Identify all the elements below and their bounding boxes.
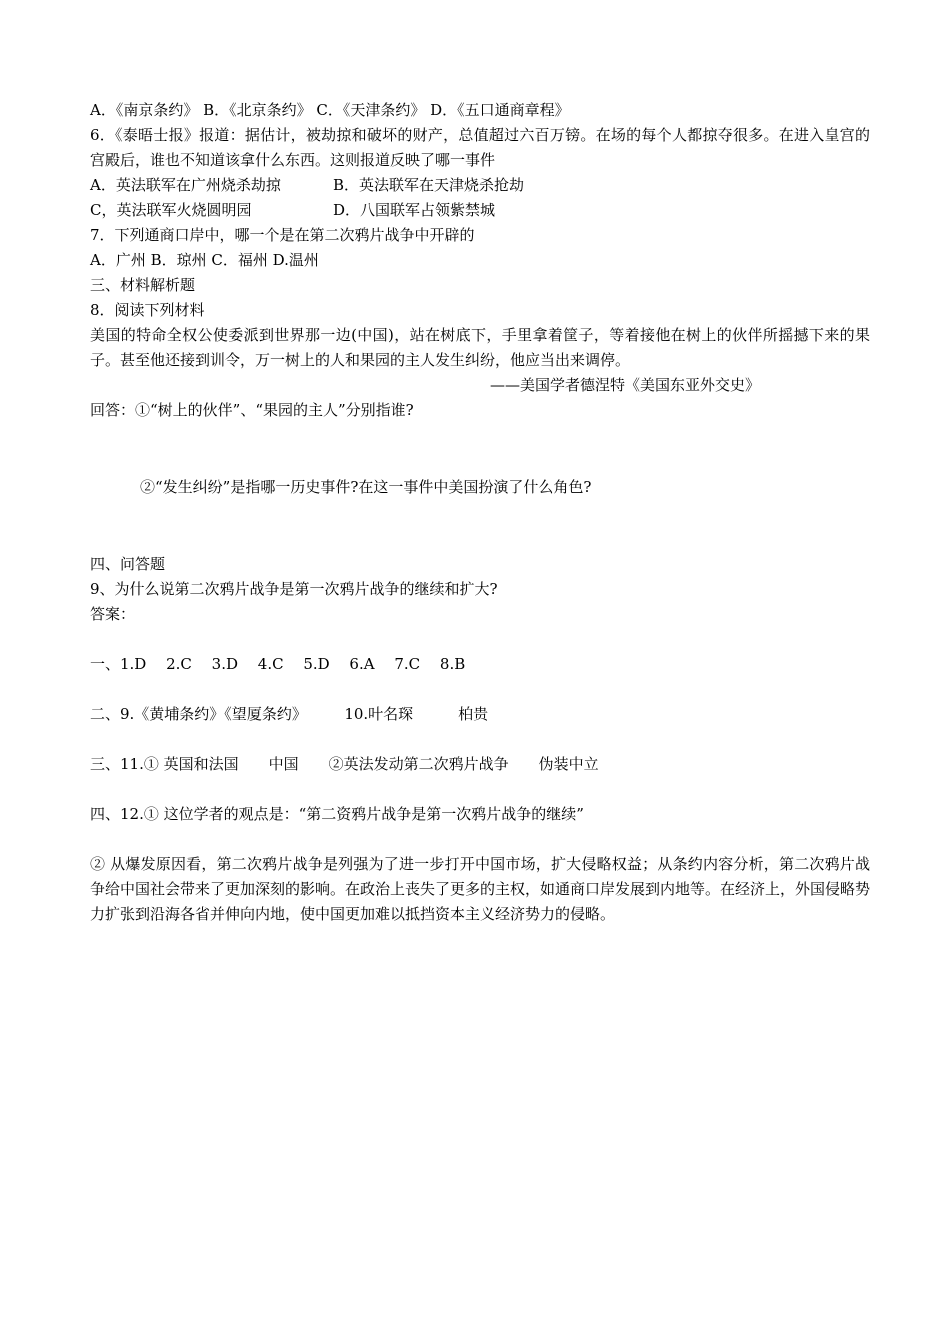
q6-options-row-1 xyxy=(90,173,870,198)
answers-title: 答案： xyxy=(90,605,136,623)
q6-text: 6．《泰晤士报》报道：据估计，被劫掠和破坏的财产，总值超过六百万镑。在场的每个人都掠夺很多。在进入皇宫的宫殿后，谁也不知道该拿什么东西。这则报道反映了哪一事件 xyxy=(90,126,870,169)
q7-options: A．广州 B．琼州 C．福州 D.温州 xyxy=(90,251,319,269)
q6-option-d: D．八国联军占领紫禁城 xyxy=(333,201,496,219)
q8-question-1: 回答：①“树上的伙伴”、“果园的主人”分别指谁? xyxy=(90,401,414,419)
q8-question-2: ②“发生纠纷”是指哪一历史事件?在这一事件中美国扮演了什么角色? xyxy=(140,478,592,496)
q6-option-a: A．英法联军在广州烧杀劫掠 xyxy=(90,176,281,194)
q6-option-b: B．英法联军在天津烧杀抢劫 xyxy=(333,176,525,194)
q9-text: 9、为什么说第二次鸦片战争是第一次鸦片战争的继续和扩大? xyxy=(90,580,498,598)
q8-text: 8．阅读下列材料 xyxy=(90,301,205,319)
q6-options-row-2 xyxy=(90,198,870,223)
answer-space-2 xyxy=(90,500,870,552)
answer-section-4: 四、12.① 这位学者的观点是：“第二资鸦片战争是第一次鸦片战争的继续” xyxy=(90,805,584,823)
answer-space-1 xyxy=(90,423,870,475)
q8-material: 美国的特命全权公使委派到世界那一边(中国)，站在树底下，手里拿着筐子，等着接他在树上的伙伴所摇撼下来的果子。甚至他还接到训令，万一树上的人和果园的主人发生纠纷，他应当出来调停。 xyxy=(90,326,870,369)
document-page xyxy=(90,98,870,927)
q5-options: A．《南京条约》 B．《北京条约》 C．《天津条约》 D．《五口通商章程》 xyxy=(90,101,570,119)
answer-section-2: 二、9.《黄埔条约》《望厦条约》 10.叶名琛 柏贵 xyxy=(90,705,489,723)
section4-title: 四、问答题 xyxy=(90,555,166,573)
q8-source: ——美国学者德涅特《美国东亚外交史》 xyxy=(489,376,760,394)
q6-option-c: C，英法联军火烧圆明园 xyxy=(90,201,252,219)
q7-text: 7．下列通商口岸中，哪一个是在第二次鸦片战争中开辟的 xyxy=(90,226,475,244)
section3-title: 三、材料解析题 xyxy=(90,276,196,294)
answer-section-3: 三、11.① 英国和法国 中国 ②英法发动第二次鸦片战争 伪装中立 xyxy=(90,755,599,773)
answer-section-1: 一、1.D 2.C 3.D 4.C 5.D 6.A 7.C 8.B xyxy=(90,655,466,673)
answer-section-4-detail: ② 从爆发原因看，第二次鸦片战争是列强为了进一步打开中国市场，扩大侵略权益；从条约内容分析，第二次鸦片战争给中国社会带来了更加深刻的影响。在政治上丧失了更多的主权，如通商口岸发展到内地等。在经济上，外国侵略势力扩张到沿海各省并伸向内地，使中国更加难以抵挡资本主义经济势力的侵略。 xyxy=(90,855,871,923)
